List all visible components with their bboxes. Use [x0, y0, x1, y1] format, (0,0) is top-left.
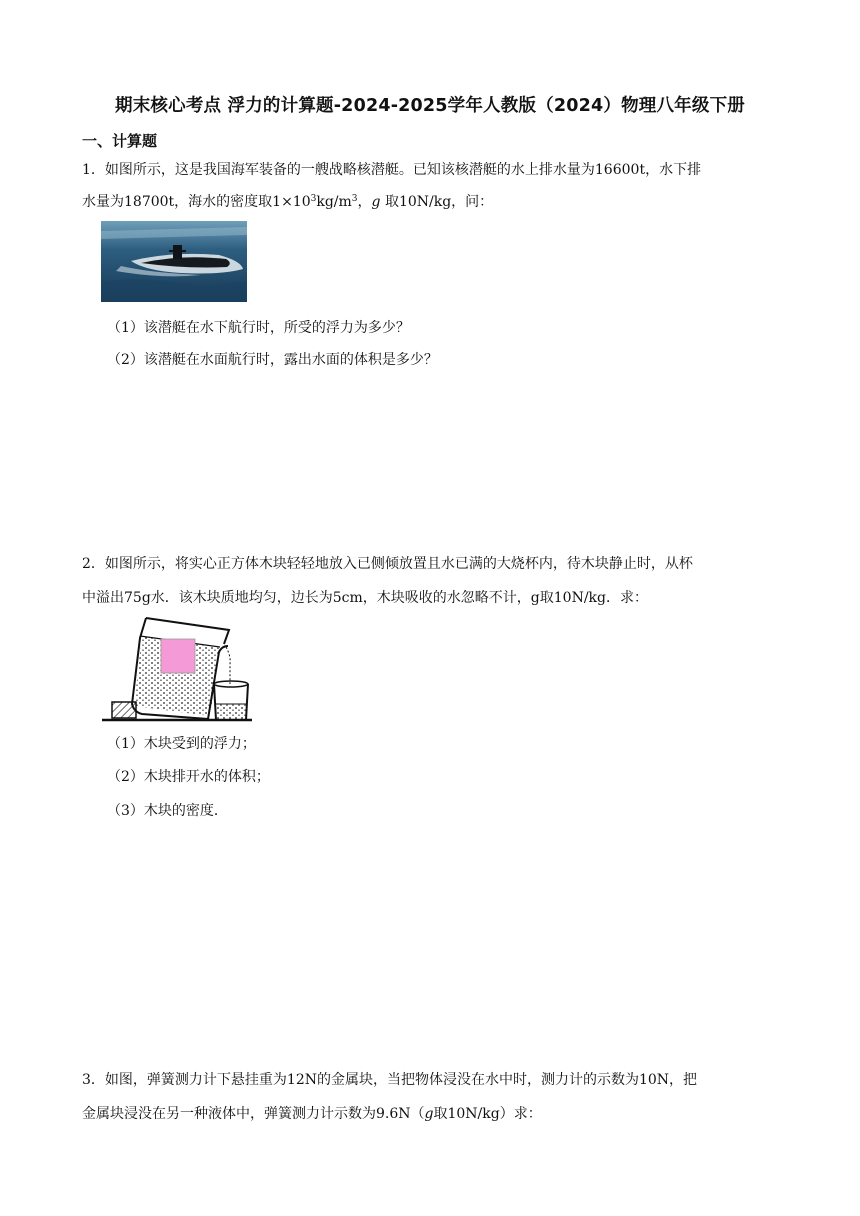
q2-text-line2: 中溢出75g水．该木块质地均匀，边长为5cm，木块吸收的水忽略不计，g取10N/kg．求： — [82, 590, 648, 606]
q2-sub2: （2）木块排开水的体积； — [107, 769, 270, 785]
section-heading: 一、计算题 — [82, 132, 158, 150]
document-title: 期末核心考点 浮力的计算题-2024-2025学年人教版（2024）物理八年级下册 — [115, 96, 745, 116]
q2-sub3: （3）木块的密度． — [107, 803, 228, 819]
q3-text-line1: 3．如图，弹簧测力计下悬挂重为12N的金属块，当把物体浸没在水中时，测力计的示数为10N，把 — [82, 1072, 698, 1088]
submarine-photo — [101, 221, 247, 302]
q1-sub1: （1）该潜艇在水下航行时，所受的浮力为多少？ — [107, 320, 410, 336]
q2-text-line1: 2．如图所示，将实心正方体木块轻轻地放入已侧倾放置且水已满的大烧杯内，待木块静止时，从杯 — [82, 556, 693, 572]
wood-block — [161, 639, 195, 673]
q2-sub1: （1）木块受到的浮力； — [107, 736, 256, 752]
q1-sub2: （2）该潜艇在水面航行时，露出水面的体积是多少？ — [107, 352, 438, 368]
overflow-beaker-diagram — [102, 616, 252, 722]
q1-text-line1: 1．如图所示，这是我国海军装备的一艘战略核潜艇。已知该核潜艇的水上排水量为16600t，水下排 — [82, 162, 702, 178]
q3-text-line2: 金属块浸没在另一种液体中，弹簧测力计示数为9.6N（g取10N/kg）求： — [82, 1106, 542, 1122]
q1-text-line2: 水量为18700t，海水的密度取$1\times 10^3kg/m^3$，g 取10N/kg，问： — [82, 194, 494, 210]
